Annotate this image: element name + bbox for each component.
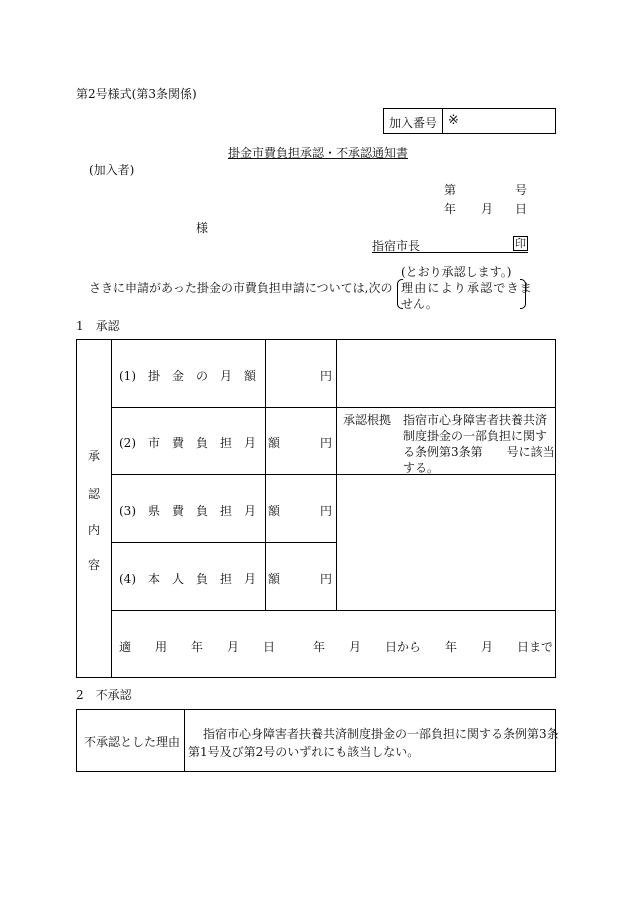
category-char-1: 承 [88, 449, 101, 463]
category-char-2: 認 [88, 487, 101, 501]
row-prefecture-share-label: (3) 県 費 負 担 月 額 [119, 504, 280, 518]
date-day: 日 [515, 202, 528, 216]
date-month: 月 [481, 202, 494, 216]
period-value: 年 月 日から 年 月 日まで [313, 640, 554, 654]
basis-line-4: する。 [403, 461, 440, 475]
row-prefecture-share-unit: 円 [320, 504, 333, 518]
addressee-label: (加入者) [89, 163, 135, 177]
basis-line-3: る条例第3条第 号に該当 [403, 445, 555, 459]
enrollment-label: 加入番号 [389, 116, 438, 130]
doc-number-go: 号 [515, 183, 528, 197]
rejection-reason-line-2: 第1号及び第2号のいずれにも該当しない。 [188, 745, 420, 759]
rejection-table [76, 709, 559, 772]
seal-mark: 印 [515, 237, 526, 250]
rejection-label: 不承認とした理由 [84, 735, 181, 749]
mayor-name: 指宿市長 [372, 239, 421, 253]
approval-table [76, 339, 556, 678]
enrollment-number-box [383, 108, 556, 134]
row-monthly-premium-label: (1) 掛 金 の 月 額 [119, 369, 256, 383]
doc-number-dai: 第 [444, 183, 457, 197]
notice-option-approve: (とおり承認します。) [401, 265, 512, 279]
left-brace [397, 279, 403, 309]
category-char-4: 容 [88, 558, 101, 572]
page-title: 掛金市費負担承認・不承認通知書 [228, 146, 409, 160]
row-self-share-label: (4) 本 人 負 担 月 額 [119, 572, 280, 586]
basis-line-1: 指宿市心身障害者扶養共済 [403, 413, 548, 427]
row-city-share-label: (2) 市 費 負 担 月 額 [119, 436, 280, 450]
section-approval-heading: 1 承認 [76, 319, 120, 333]
notice-option-reject-end: せん。 [401, 297, 438, 311]
notice-text: さきに申請があった掛金の市費負担申請については,次の [89, 281, 393, 295]
right-brace [520, 279, 526, 309]
basis-head: 承認根拠 [343, 413, 392, 427]
notice-option-reject: 理由により承認できま [401, 281, 534, 295]
section-rejection-heading: 2 不承認 [76, 688, 132, 702]
row-self-share-unit: 円 [320, 572, 333, 586]
basis-line-2: 制度掛金の一部負担に関す [403, 429, 548, 443]
rejection-reason-line-1: 指宿市心身障害者扶養共済制度掛金の一部負担に関する条例第3条 [203, 727, 559, 741]
enrollment-value[interactable]: ※ [448, 113, 459, 128]
period-label: 適 用 年 月 日 [119, 640, 276, 654]
date-year: 年 [444, 202, 457, 216]
form-number: 第2号様式(第3条関係) [76, 87, 197, 101]
row-city-share-unit: 円 [320, 436, 333, 450]
category-char-3: 内 [88, 523, 101, 537]
row-monthly-premium-unit: 円 [320, 369, 333, 383]
sama-label: 様 [196, 221, 209, 235]
